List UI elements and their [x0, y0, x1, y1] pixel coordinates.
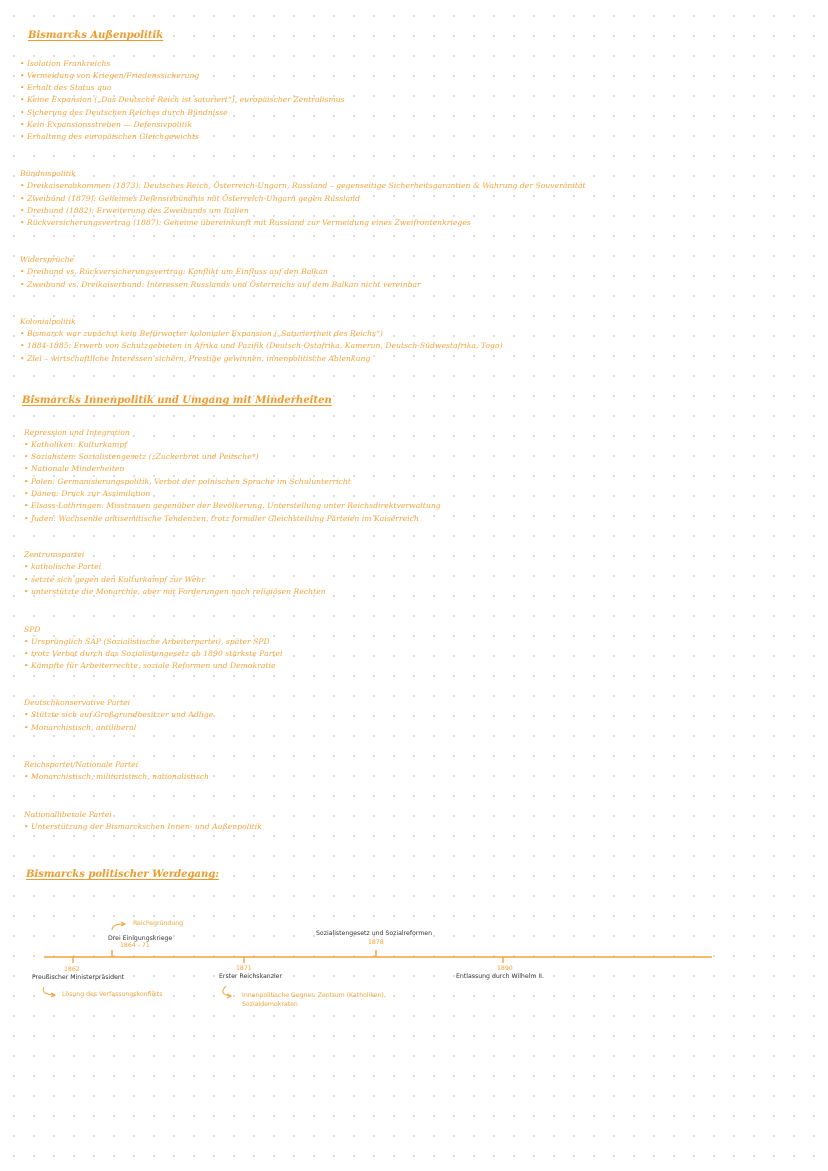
timeline-label-entlassung: Entlassung durch Wilhelm II.	[456, 973, 544, 980]
bullet: • Nationale Minderheiten	[24, 464, 125, 473]
timeline-year-1862: 1862	[64, 966, 80, 973]
subheading-buendnispolitik: Bündnispolitik	[20, 169, 76, 178]
bullet: • Monarchistisch, antiliberal	[24, 723, 137, 732]
timeline-year-1890: 1890	[497, 965, 513, 972]
bullet: • Sicherung des Deutschen Reiches durch Bündnisse	[20, 108, 228, 117]
bullet: • Polen: Germanisierungspolitik, Verbot der polnischen Sprache im Schulunterricht	[24, 477, 351, 486]
timeline-label-sozialistengesetz: Sozialistengesetz und Sozialreformen	[316, 930, 432, 937]
bullet: • Kämpfte für Arbeiterrechte, soziale Reformen und Demokratie	[24, 661, 276, 670]
subheading-spd: SPD	[24, 625, 41, 634]
subheading-reichspartei: Reichspartei/Nationale Partei	[24, 760, 139, 769]
bullet: • Katholiken: Kulturkampf	[24, 440, 128, 449]
bullet: • Unterstützung der Bismarckschen Innen- und Außenpolitik	[24, 822, 262, 831]
bullet: • Monarchistisch, militaristisch, nationalistisch	[24, 772, 210, 781]
timeline-label-loesung: Lösung des Verfassungskonflikts	[62, 991, 163, 998]
bullet: • Stützte sich auf Großgrundbesitzer und Adlige	[24, 710, 214, 719]
bullet: • unterstützte die Monarchie, aber mit Forderungen nach religiösen Rechten	[24, 587, 326, 596]
bullet: • Rückversicherungsvertrag (1887): Geheime übereinkunft mit Russland zur Vermeidung eines Zweifrontenkrieges	[20, 218, 471, 227]
bullet: • katholische Partei	[24, 562, 102, 571]
section-title-innenpolitik: Bismarcks Innenpolitik und Umgang mit Minderheiten	[22, 395, 332, 406]
timeline-year-1871: 1871	[236, 965, 252, 972]
bullet: • Dreibund (1882): Erweiterung des Zweibunds um Italien	[20, 206, 249, 215]
bullet: • Kein Expansionsstreben — Defensivpolitik	[20, 120, 192, 129]
timeline-label-reichsgruendung: Reichsgründung	[133, 920, 184, 927]
bullet: • Keine Expansion („Das Deutsche Reich ist saturiert“), europäischer Zentralismus	[20, 95, 345, 104]
bullet: • Sozialisten: Sozialistengesetz („Zuckerbrot und Peitsche“)	[24, 452, 259, 461]
bullet: • Elsass-Lothringen: Misstrauen gegenüber der Bevölkerung, Unterstellung unter Reichsdirektverwaltung	[24, 501, 441, 510]
timeline-label-ministerpraesident: Preußischer Ministerpräsident	[32, 974, 125, 981]
timeline-graphic	[0, 900, 828, 1020]
bullet: • Zweibund (1879): Geheimes Defensivbündnis mit Österreich-Ungarn gegen Russland	[20, 194, 361, 203]
section-title-aussenpolitik: Bismarcks Außenpolitik	[28, 30, 164, 41]
timeline-label-gegner-2: Sozialdemokraten	[242, 1001, 298, 1008]
timeline-label-einigungskriege: Drei Einigungskriege	[108, 935, 173, 942]
bullet: • 1884-1885: Erwerb von Schutzgebieten in Afrika und Pazifik (Deutsch-Ostafrika, Kamerun, Deutsch-Südwestafrika, Togo)	[20, 341, 503, 350]
subheading-repression: Repression und Integration	[24, 428, 130, 437]
bullet: • Ursprünglich SAP (Sozialistische Arbeiterpartei), später SPD	[24, 637, 270, 646]
bullet: • Ziel – wirtschaftliche Interessen sichern, Prestige gewinnen, innenpolitische Ablenkung	[20, 354, 371, 363]
subheading-nationalliberale: Nationalliberale Partei	[24, 810, 112, 819]
subheading-kolonialpolitik: Kolonialpolitik	[20, 317, 76, 326]
timeline-label-gegner: Innenpolitische Gegner: Zentrum (Katholiken),	[242, 992, 386, 999]
subheading-deutschkonservative: Deutschkonservative Partei	[24, 698, 131, 707]
bullet: • setzte sich gegen den Kulturkampf zur Wehr	[24, 575, 206, 584]
timeline-year-1864: 1864 - 71	[120, 942, 150, 949]
bullet: • Vermeidung von Kriegen/Friedenssicherung	[20, 71, 200, 80]
subheading-widersprueche: Widersprüche	[20, 255, 75, 264]
bullet: • trotz Verbot durch das Sozialistengesetz ab 1890 stärkste Partei	[24, 649, 283, 658]
bullet: • Dreibund vs. Rückversicherungsvertrag: Konflikt um Einfluss auf den Balkan	[20, 267, 328, 276]
bullet: • Zweibund vs. Dreikaiserbund: Interessen Russlands und Österreichs auf dem Balkan nicht vereinbar	[20, 280, 421, 289]
bullet: • Bismarck war zunächst kein Befürworter kolonialer Expansion („Saturiertheit des Reichs“)	[20, 329, 383, 338]
bullet: • Juden: Wachsende antisemitische Tendenzen, trotz formaler Gleichstellung Parteien im Kaiserreich	[24, 514, 419, 523]
section-title-werdegang: Bismarcks politischer Werdegang:	[26, 869, 219, 880]
timeline-label-reichskanzler: Erster Reichskanzler	[219, 973, 283, 980]
subheading-zentrumspartei: Zentrumspartei	[24, 550, 85, 559]
bullet: • Erhalt des Status quo	[20, 83, 112, 92]
bullet: • Dreikaiserabkommen (1873): Deutsches Reich, Österreich-Ungarn, Russland – gegenseitige Sicherheitsgarantien & Wahrung der Souveränität	[20, 181, 586, 190]
timeline-year-1878: 1878	[368, 939, 384, 946]
bullet: • Erhaltung des europäischen Gleichgewichts	[20, 132, 200, 141]
bullet: • Isolation Frankreichs	[20, 59, 111, 68]
bullet: • Dänen: Druck zur Assimilation	[24, 489, 151, 498]
